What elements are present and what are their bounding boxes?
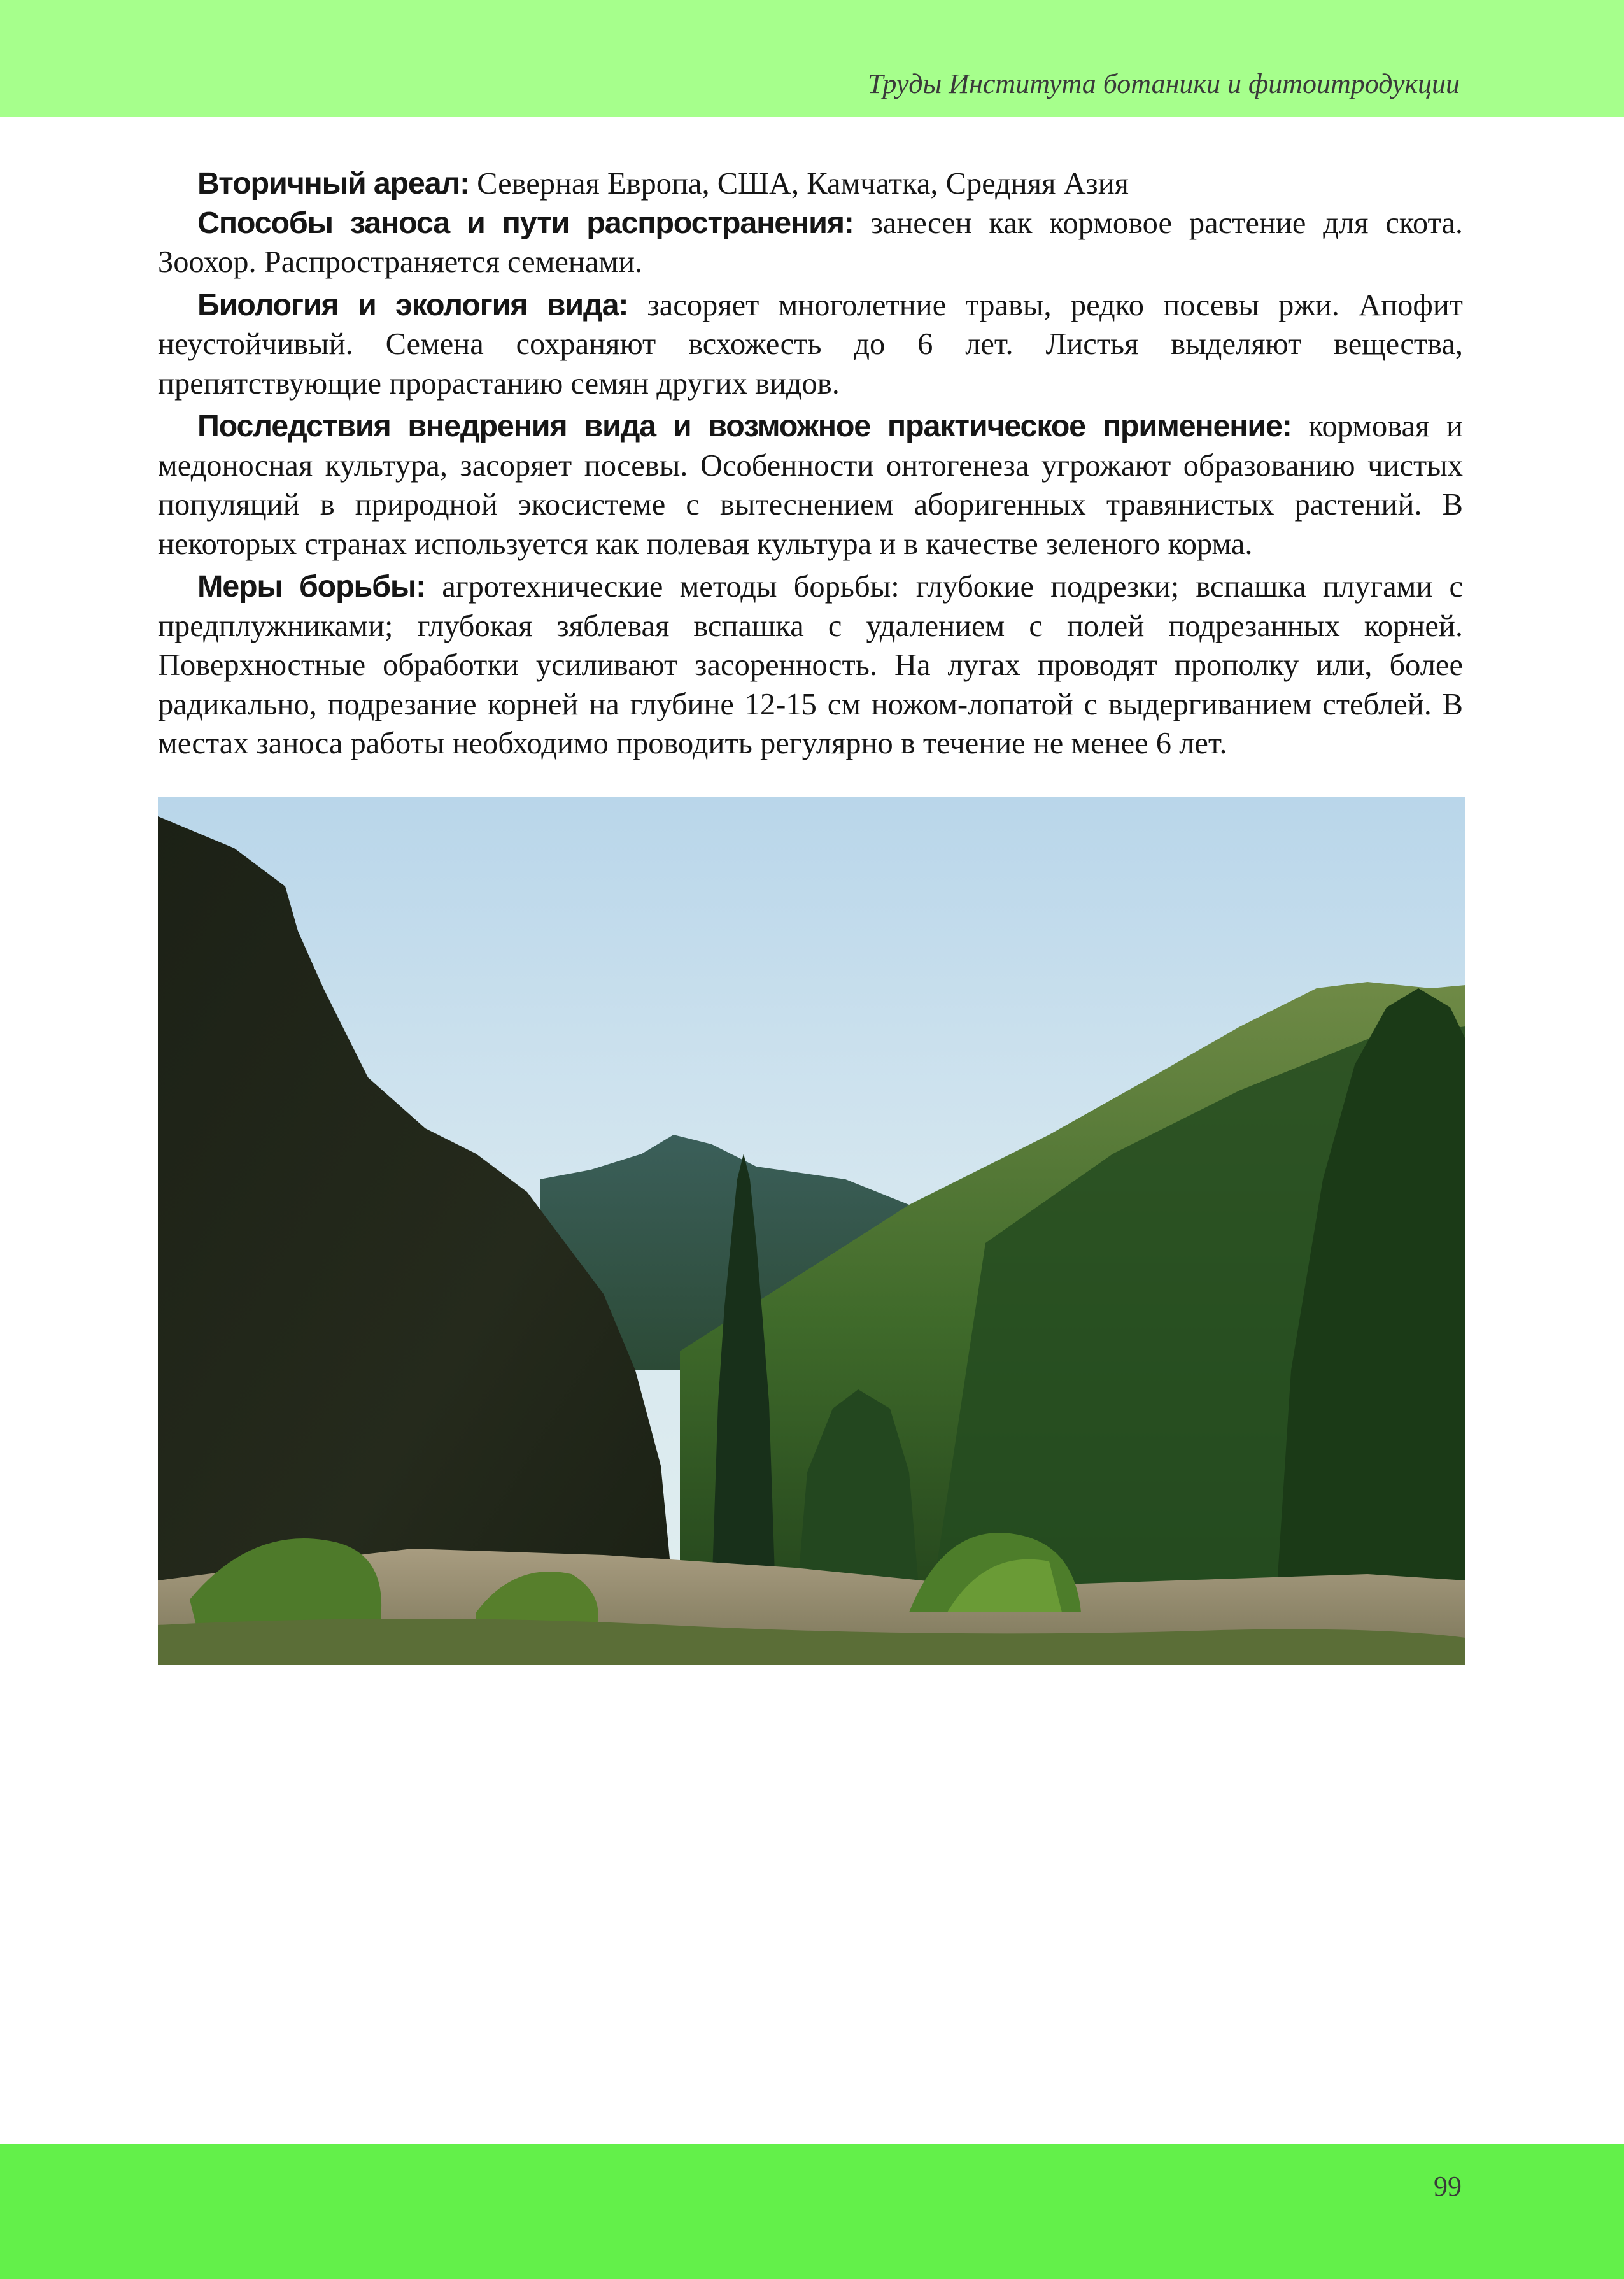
paragraph-label: Меры борьбы: [197, 569, 426, 604]
paragraph-introduction-ways [158, 204, 1463, 282]
journal-title: Труды Института ботаники и фитоитродукции [868, 68, 1460, 99]
paragraph-label: Последствия внедрения вида и возможное практическое применение: [197, 409, 1292, 443]
paragraph-text: занесен как кормовое растение для скота. Зоохор. Распространяется семенами. [158, 206, 1464, 279]
paragraph-text: Северная Европа, США, Камчатка, Средняя Азия [469, 167, 1129, 201]
paragraph-consequences [158, 407, 1463, 564]
paragraph-biology-ecology [158, 286, 1463, 404]
footer-band [0, 2144, 1624, 2279]
paragraph-text: агротехнические методы борьбы: глубокие подрезки; вспашка плугами с предплужниками; глубокая зяблевая вспашка с удалением с полей подрезанных корней. Поверхностные обработки усиливают засоренность. На лугах проводят прополку или, более радикально, подрезание корней на глубине 12-15 см ножом-лопатой с выдергиванием стеблей. В местах заноса работы необходимо проводить регулярно в течение не менее 6 лет. [158, 570, 1463, 760]
paragraph-secondary-range [158, 164, 1463, 204]
paragraph-label: Биология и экология вида: [197, 287, 628, 322]
mountain-valley-photo [158, 797, 1465, 1665]
paragraph-label: Вторичный ареал: [197, 166, 470, 201]
paragraph-text: засоряет многолетние травы, редко посевы ржи. Апофит неустойчивый. Семена сохраняют всхожесть до 6 лет. Листья выделяют вещества, препятствующие прорастанию семян других видов. [158, 288, 1463, 401]
paragraph-control-measures [158, 567, 1463, 763]
page-number: 99 [1434, 2171, 1462, 2202]
paragraph-text: кормовая и медоносная культура, засоряет посевы. Особенности онтогенеза угрожают образованию чистых популяций в природной экосистеме с вытеснением аборигенных травянистых растений. В некоторых странах используется как полевая культура и в качестве зеленого корма. [158, 409, 1464, 561]
header-band [0, 0, 1624, 117]
article-body [158, 164, 1463, 763]
paragraph-label: Способы заноса и пути распространения: [197, 205, 854, 240]
